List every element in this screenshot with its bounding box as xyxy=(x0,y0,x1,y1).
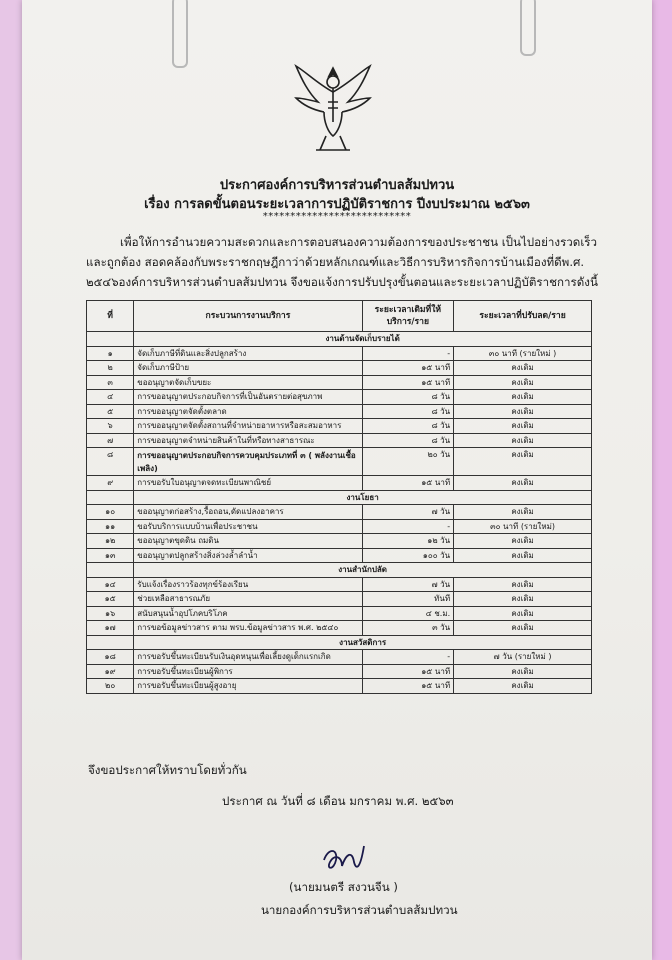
row-process: ขออนุญาตก่อสร้าง,รื้อถอน,ดัดแปลงอาคาร xyxy=(134,505,362,520)
star-divider: *************************** xyxy=(262,211,412,222)
row-number: ๑ xyxy=(87,346,134,361)
table-row xyxy=(87,375,592,390)
announcement-subject: เรื่อง การลดขั้นตอนระยะเวลาการปฏิบัติราชการ ปีงบประมาณ ๒๕๖๓ xyxy=(144,197,530,212)
section-row xyxy=(87,635,592,650)
row-original-time: - xyxy=(362,519,454,534)
table-row xyxy=(87,606,592,621)
table-row xyxy=(87,592,592,607)
header-reduced-time: ระยะเวลาที่ปรับลด/ราย xyxy=(454,301,592,332)
section-spacer xyxy=(87,490,134,505)
row-number: ๑๗ xyxy=(87,621,134,636)
service-table xyxy=(86,300,592,694)
row-number: ๑๒ xyxy=(87,534,134,549)
row-original-time: ทันที xyxy=(362,592,454,607)
row-reduced-time: คงเดิม xyxy=(454,577,592,592)
section-spacer xyxy=(87,563,134,578)
table-row xyxy=(87,361,592,376)
row-process: ขออนุญาตปลูกสร้างสิ่งล่วงล้ำลำน้ำ xyxy=(134,548,362,563)
row-process: ขอรับบริการแบบบ้านเพื่อประชาชน xyxy=(134,519,362,534)
section-label: งานโยธา xyxy=(134,490,592,505)
signer-position: นายกองค์การบริหารส่วนตำบลส้มปทวน xyxy=(261,903,458,917)
row-number: ๒๐ xyxy=(87,679,134,694)
row-number: ๖ xyxy=(87,419,134,434)
table-row xyxy=(87,346,592,361)
table-row xyxy=(87,390,592,405)
row-reduced-time: คงเดิม xyxy=(454,606,592,621)
paper-clip xyxy=(520,0,536,56)
table-row xyxy=(87,650,592,665)
row-original-time: ๑๒ วัน xyxy=(362,534,454,549)
row-original-time: - xyxy=(362,346,454,361)
row-number: ๒ xyxy=(87,361,134,376)
row-reduced-time: คงเดิม xyxy=(454,375,592,390)
header-original-time: ระยะเวลาเดิมที่ให้บริการ/ราย xyxy=(362,301,454,332)
signer-name: (นายมนตรี สงวนจีน ) xyxy=(289,880,398,894)
section-spacer xyxy=(87,635,134,650)
row-reduced-time: ๓๐ นาที (รายใหม่) xyxy=(454,519,592,534)
row-original-time: ๑๐๐ วัน xyxy=(362,548,454,563)
row-number: ๓ xyxy=(87,375,134,390)
row-process: ช่วยเหลือสาธารณภัย xyxy=(134,592,362,607)
row-number: ๑๓ xyxy=(87,548,134,563)
row-number: ๑๔ xyxy=(87,577,134,592)
row-process: การขอรับขึ้นทะเบียนผู้พิการ xyxy=(134,664,362,679)
row-process: การขอข้อมูลข่าวสาร ตาม พรบ.ข้อมูลข่าวสาร พ.ศ. ๒๕๔๐ xyxy=(134,621,362,636)
row-process: ขออนุญาตจัดเก็บขยะ xyxy=(134,375,362,390)
row-number: ๙ xyxy=(87,476,134,491)
header-process: กระบวนการงานบริการ xyxy=(134,301,362,332)
row-process: สนับสนุนน้ำอุปโภคบริโภค xyxy=(134,606,362,621)
row-process: การขอรับขึ้นทะเบียนรับเงินอุดหนุนเพื่อเลี้ยงดูเด็กแรกเกิด xyxy=(134,650,362,665)
table-row xyxy=(87,505,592,520)
table-row xyxy=(87,419,592,434)
row-original-time: ๒๐ วัน xyxy=(362,448,454,476)
table-row xyxy=(87,548,592,563)
section-row xyxy=(87,490,592,505)
row-reduced-time: คงเดิม xyxy=(454,361,592,376)
row-reduced-time: คงเดิม xyxy=(454,448,592,476)
closing-statement: จึงขอประกาศให้ทราบโดยทั่วกัน xyxy=(88,763,247,777)
row-reduced-time: คงเดิม xyxy=(454,390,592,405)
row-reduced-time: คงเดิม xyxy=(454,592,592,607)
row-original-time: ๘ วัน xyxy=(362,419,454,434)
row-original-time: ๑๕ นาที xyxy=(362,361,454,376)
row-original-time: ๘ วัน xyxy=(362,390,454,405)
table-row xyxy=(87,448,592,476)
row-number: ๑๑ xyxy=(87,519,134,534)
row-original-time: ๘ วัน xyxy=(362,433,454,448)
date-line: ประกาศ ณ วันที่ ๘ เดือน มกราคม พ.ศ. ๒๕๖๓ xyxy=(222,794,454,808)
row-reduced-time: ๓๐ นาที (รายใหม่ ) xyxy=(454,346,592,361)
row-number: ๑๐ xyxy=(87,505,134,520)
row-process: การขออนุญาตประกอบกิจการควบคุมประเภทที่ ๓ ( พลังงานเชื้อเพลิง) xyxy=(134,448,362,476)
row-number: ๔ xyxy=(87,390,134,405)
table-row xyxy=(87,664,592,679)
intro-line: ๒๕๔๖องค์การบริหารส่วนตำบลส้มปทวน จึงขอแจ้งการปรับปรุงขั้นตอนและระยะเวลาปฏิบัติราชการดังนี้ xyxy=(86,275,598,289)
table-row xyxy=(87,577,592,592)
table-row xyxy=(87,476,592,491)
row-number: ๕ xyxy=(87,404,134,419)
section-label: งานด้านจัดเก็บรายได้ xyxy=(134,332,592,347)
row-original-time: ๗ วัน xyxy=(362,505,454,520)
row-reduced-time: คงเดิม xyxy=(454,548,592,563)
row-process: การขออนุญาตจำหน่ายสินค้าในที่หรือทางสาธารณะ xyxy=(134,433,362,448)
table-row xyxy=(87,621,592,636)
intro-line: และถูกต้อง สอดคล้องกับพระราชกฤษฎีกาว่าด้วยหลักเกณฑ์และวิธีการบริหารกิจการบ้านเมืองที่ดีพ.ศ. xyxy=(86,255,585,269)
row-process: ขออนุญาตขุดดิน ถมดิน xyxy=(134,534,362,549)
table-row xyxy=(87,534,592,549)
garuda-emblem-icon xyxy=(288,62,378,162)
row-original-time: ๑๕ นาที xyxy=(362,375,454,390)
section-row xyxy=(87,332,592,347)
announcement-title: ประกาศองค์การบริหารส่วนตำบลส้มปทวน xyxy=(219,178,455,193)
row-reduced-time: คงเดิม xyxy=(454,476,592,491)
row-process: การขอรับใบอนุญาตจดทะเบียนพาณิชย์ xyxy=(134,476,362,491)
paper-clip xyxy=(172,0,188,68)
row-reduced-time: คงเดิม xyxy=(454,534,592,549)
row-process: การขออนุญาตจัดตั้งสถานที่จำหน่ายอาหารหรือสะสมอาหาร xyxy=(134,419,362,434)
signature-mark xyxy=(318,840,370,880)
section-spacer xyxy=(87,332,134,347)
row-reduced-time: คงเดิม xyxy=(454,404,592,419)
row-reduced-time: คงเดิม xyxy=(454,505,592,520)
row-number: ๑๕ xyxy=(87,592,134,607)
table-row xyxy=(87,519,592,534)
row-original-time: ๑๕ นาที xyxy=(362,476,454,491)
row-number: ๑๘ xyxy=(87,650,134,665)
row-original-time: ๔ ช.ม. xyxy=(362,606,454,621)
row-number: ๑๖ xyxy=(87,606,134,621)
row-original-time: ๗ วัน xyxy=(362,577,454,592)
row-reduced-time: คงเดิม xyxy=(454,664,592,679)
row-process: การขออนุญาตจัดตั้งตลาด xyxy=(134,404,362,419)
section-label: งานสำนักปลัด xyxy=(134,563,592,578)
row-reduced-time: ๗ วัน (รายใหม่ ) xyxy=(454,650,592,665)
table-row xyxy=(87,679,592,694)
row-original-time: ๑๕ นาที xyxy=(362,664,454,679)
row-original-time: ๘ วัน xyxy=(362,404,454,419)
table-row xyxy=(87,433,592,448)
row-number: ๑๙ xyxy=(87,664,134,679)
row-reduced-time: คงเดิม xyxy=(454,679,592,694)
row-process: จัดเก็บภาษีป้าย xyxy=(134,361,362,376)
row-original-time: ๓ วัน xyxy=(362,621,454,636)
row-original-time: ๑๕ นาที xyxy=(362,679,454,694)
intro-line: เพื่อให้การอำนวยความสะดวกและการตอบสนองความต้องการของประชาชน เป็นไปอย่างรวดเร็ว xyxy=(120,235,598,249)
row-number: ๘ xyxy=(87,448,134,476)
row-number: ๗ xyxy=(87,433,134,448)
row-original-time: - xyxy=(362,650,454,665)
row-reduced-time: คงเดิม xyxy=(454,419,592,434)
header-number: ที่ xyxy=(87,301,134,332)
table-row xyxy=(87,404,592,419)
row-reduced-time: คงเดิม xyxy=(454,621,592,636)
row-process: การขอรับขึ้นทะเบียนผู้สูงอายุ xyxy=(134,679,362,694)
row-process: จัดเก็บภาษีที่ดินและสิ่งปลูกสร้าง xyxy=(134,346,362,361)
background-strip xyxy=(650,0,672,960)
row-reduced-time: คงเดิม xyxy=(454,433,592,448)
section-label: งานสวัสดิการ xyxy=(134,635,592,650)
section-row xyxy=(87,563,592,578)
row-process: การขออนุญาตประกอบกิจการที่เป็นอันตรายต่อสุขภาพ xyxy=(134,390,362,405)
row-process: รับแจ้งเรื่องราวร้องทุกข์ร้องเรียน xyxy=(134,577,362,592)
